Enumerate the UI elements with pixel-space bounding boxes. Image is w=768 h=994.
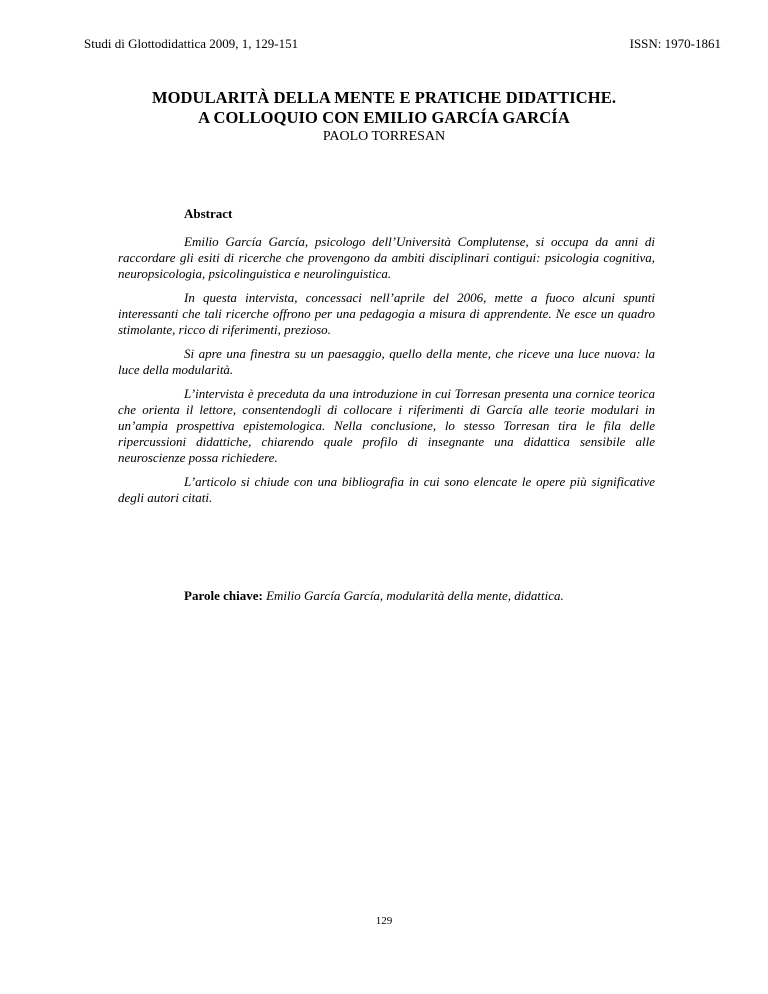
abstract-paragraph: L’articolo si chiude con una bibliografia in cui sono elencate le opere più significative degli autori citati. xyxy=(118,474,655,505)
journal-citation: Studi di Glottodidattica 2009, 1, 129-151 xyxy=(84,36,299,51)
abstract-paragraph: Emilio García García, psicologo dell’Università Complutense, si occupa da anni di raccordare gli esiti di ricerche che provengono da ambiti disciplinari contigui: psicologia cognitiva, neuropsicologia, psicolinguistica e neurolinguistica. xyxy=(118,234,655,281)
abstract-paragraph: L’intervista è preceduta da una introduzione in cui Torresan presenta una cornice teorica che orienta il lettore, consentendogli di collocare i riferimenti di García alle teorie modulari in un’ampia prospettiva epistemologica. Nella conclusione, lo stesso Torresan tira le fila delle ripercussioni didattiche, chiarendo quale profilo di insegnante una didattica sensibile alle neuroscienze possa richiedere. xyxy=(118,386,655,465)
abstract-heading: Abstract xyxy=(184,206,233,221)
running-header xyxy=(84,36,721,52)
abstract-paragraph: Si apre una finestra su un paesaggio, quello della mente, che riceve una luce nuova: la luce della modularità. xyxy=(118,346,655,377)
title-block xyxy=(0,88,768,146)
author-name: PAOLO TORRESAN xyxy=(322,129,446,144)
paper-title-line-1: MODULARITÀ DELLA MENTE E PRATICHE DIDATTICHE. xyxy=(151,88,617,107)
paper-title-line-2: A COLLOQUIO CON EMILIO GARCÍA GARCÍA xyxy=(198,108,570,127)
abstract-paragraph: In questa intervista, concessaci nell’aprile del 2006, mette a fuoco alcuni spunti interessanti che tali ricerche offrono per una pedagogia a misura di apprendente. Ne esce un quadro stimolante, ricco di riferimenti, prezioso. xyxy=(118,290,655,337)
issn: ISSN: 1970-1861 xyxy=(629,36,721,51)
page-number: 129 xyxy=(375,915,393,927)
keywords-label: Parole chiave: xyxy=(184,588,267,603)
keywords xyxy=(184,588,564,604)
keywords-text: Emilio García García, modularità della mente, didattica. xyxy=(266,588,564,603)
abstract-section xyxy=(118,206,655,514)
